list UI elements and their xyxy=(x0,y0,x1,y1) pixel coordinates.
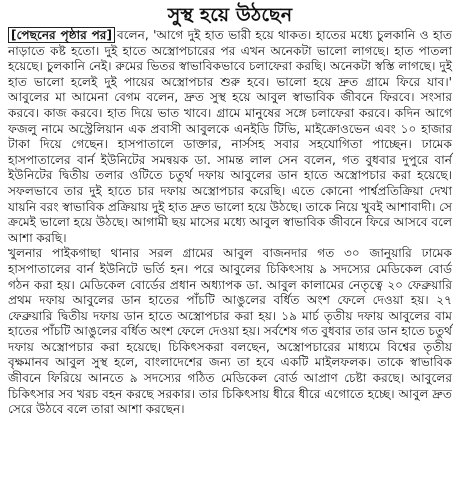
paragraph: খুলনার পাইকগাছা থানার সরল গ্রামের আবুল বাজনদার গত ৩০ জানুয়ারি ঢামেক হাসপাতালের বার্ন ইউনিটে ভর্তি হন। পরে আবুলের চিকিৎসায় ৯ সদস্যের মেডিকেল বোর্ড গঠন করা হয়। মেডিকেল বোর্ডের প্রধান অধ্যাপক ডা. আবুল কালামের নেতৃত্বে ২০ ফেব্রুয়ারি প্রথম দফায় আবুলের ডান হাতের পাঁচটি আঙুলের বর্ধিত অংশ ফেলে দেওয়া হয়। ২৭ ফেব্রুয়ারি দ্বিতীয় দফায় ডান হাতে অস্ত্রোপচার করা হয়। ১৯ মার্চ তৃতীয় দফায় আবুলের বাম হাতের পাঁচটি আঙুলের বর্ধিত অংশ ফেলে দেওয়া হয়। সর্বশেষ গত বুধবার তার ডান হাতে চতুর্থ দফায় অস্ত্রোপচার করা হয়েছে। চিকিৎসকরা বলছেন, অস্ত্রোপচারের মাধ্যমে বিশ্বের তৃতীয় বৃক্ষমানব আবুল সুস্থ হলে, বাংলাদেশের জন্য তা হবে একটি মাইলফলক। তাকে স্বাভাবিক জীবনে ফিরিয়ে আনতে ৯ সদস্যের গঠিত মেডিকেল বোর্ড আপ্রাণ চেষ্টা করছে। আবুলের চিকিৎসার সব খরচ বহন করছে সরকার। তার চিকিৎসায় ধীরে ধীরে এগোতে হচ্ছে। আবুল দ্রুত সেরে উঠবে বলে তারা আশা করছেন। xyxy=(8,246,452,417)
continuation-label: [পেছনের পৃষ্ঠার পর] xyxy=(8,27,115,43)
headline: সুস্থ হয়ে উঠছেন xyxy=(167,4,293,26)
paragraph-text: বলেন, 'আগে দুই হাত ভারী হয়ে থাকত। হাতের মধ্যে চুলকানি ও হাত নাড়াতে কষ্ট হতো। দুই হাতে অস্ত্রোপচারের পর এখন অনেকটা ভালো লাগছে। হাত পাতলা হয়েছে। চুলকানি নেই। রুমের ভিতর স্বাভাবিকভাবে চলাফেরা করছি। অনেকটা স্বস্তি লাগছে। দুই হাত ভালো হলেই দুই পায়ের অস্ত্রোপচার শুরু হবে। ভালো হয়ে দ্রুত গ্রামে ফিরে যাব।' আবুলের মা আমেনা বেগম বলেন, দ্রুত সুস্থ হয়ে আবুল স্বাভাবিক জীবনে ফিরবে। সংসার করবে। কাজ করবে। হাত দিয়ে ভাত খাবে। গ্রামে মানুষের সঙ্গে চলাফেরা করবে। কদিন আগে ফজলু নামে অস্ট্রেলিয়ান এক প্রবাসী আবুলকে এনইডি টিভি, মাইক্রোওভেন এবং ১০ হাজার টাকা দিয়ে গেছেন। হাসপাতালে ডাক্তার, নার্সসহ সবার সহযোগিতা পাচ্ছেন। ঢামেক হাসপাতালের বার্ন ইউনিটের সমন্বয়ক ডা. সামন্ত লাল সেন বলেন, গত বুধবার দুপুরে বার্ন ইউনিটের দ্বিতীয় তলার ওটিতে চতুর্থ দফায় আবুলের ডান হাতে অস্ত্রোপচার করা হয়েছে। সফলভাবে তার দুই হাতে চার দফায় অস্ত্রোপচার করেছি। এতে কোনো পার্শ্বপ্রতিক্রিয়া দেখা যায়নি বরং স্বাভাবিক প্রক্রিয়ায় দুই হাত দ্রুত ভালো হয়ে উঠছে। তাকে নিয়ে খুবই আশাবাদী। সে ক্রমেই ভালো হয়ে উঠছে। আগামী ছয় মাসের মধ্যে আবুল স্বাভাবিক জীবনে ফিরে আসবে বলে আশা করছি। xyxy=(8,28,452,245)
paragraph xyxy=(8,28,452,246)
article-body xyxy=(8,28,452,418)
